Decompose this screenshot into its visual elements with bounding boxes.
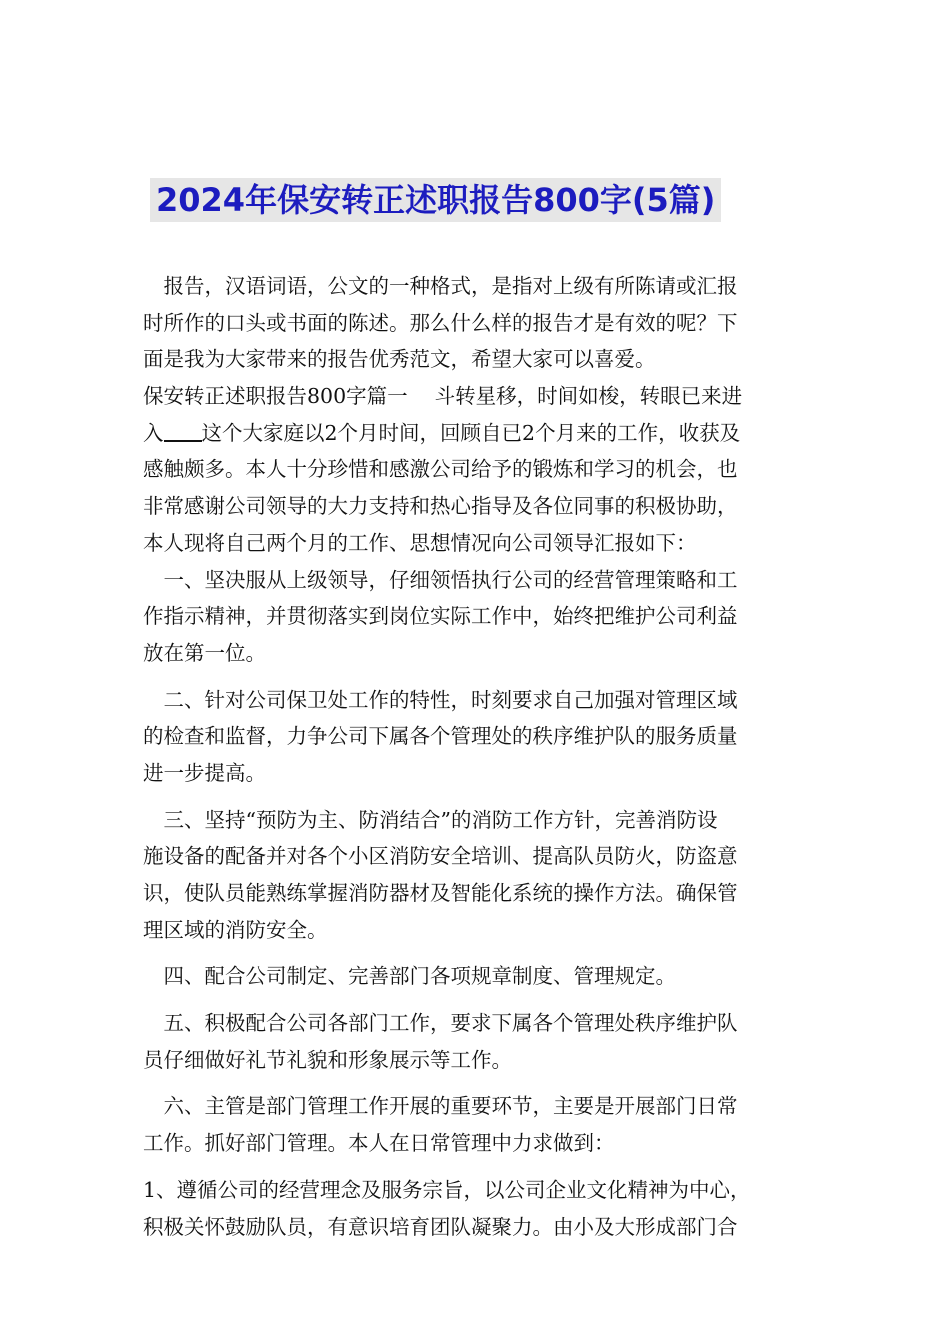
paragraph-line: 报告，汉语词语，公文的一种格式，是指对上级有所陈请或汇报 [143, 274, 738, 298]
paragraph-line: 四、配合公司制定、完善部门各项规章制度、管理规定。 [143, 964, 676, 989]
paragraph-line: 二、针对公司保卫处工作的特性，时刻要求自己加强对管理区域 [143, 687, 738, 712]
paragraph-line: 非常感谢公司领导的大力支持和热心指导及各位同事的积极协助， [143, 494, 738, 519]
paragraph-line: 面是我为大家带来的报告优秀范文，希望大家可以喜爱。 [143, 347, 656, 372]
paragraph-line: 一、坚决服从上级领导，仔细领悟执行公司的经营管理策略和工 [143, 567, 738, 592]
paragraph-line: 三、坚持“预防为主、防消结合”的消防工作方针，完善消防设 [143, 807, 718, 832]
paragraph-line: 本人现将自己两个月的工作、思想情况向公司领导汇报如下： [143, 530, 697, 555]
paragraph-line: 施设备的配备并对各个小区消防安全培训、提高队员防火，防盗意 [143, 844, 738, 869]
paragraph-line: 1、遵循公司的经营理念及服务宗旨，以公司企业文化精神为中心， [143, 1177, 751, 1202]
paragraph-line: 识，使队员能熟练掌握消防器材及智能化系统的操作方法。确保管 [143, 881, 738, 905]
document-title: 2024年保安转正述职报告800字(5篇) [150, 178, 721, 222]
paragraph-line: 放在第一位。 [143, 640, 266, 665]
line-rest-text: 这个大家庭以2个月时间，回顾自已2个月来的工作，收获及 [201, 420, 741, 445]
document-body [143, 268, 811, 1245]
paragraph-line: 员仔细做好礼节礼貌和形象展示等工作。 [143, 1047, 512, 1072]
paragraph-line: 感触颇多。本人十分珍惜和感激公司给予的锻炼和学习的机会，也 [143, 457, 738, 482]
paragraph-line [143, 415, 811, 452]
paragraph-line: 保安转正述职报告800字篇一 斗转星移，时间如梭，转眼已来进 [143, 384, 743, 409]
paragraph-line: 时所作的口头或书面的陈述。那么什么样的报告才是有效的呢？下 [143, 310, 738, 335]
paragraph-line: 工作。抓好部门管理。本人在日常管理中力求做到： [143, 1131, 615, 1156]
line-start-text: 入 [143, 420, 164, 445]
fill-in-blank [164, 439, 202, 442]
paragraph-line: 进一步提高。 [143, 760, 266, 785]
paragraph-line: 五、积极配合公司各部门工作，要求下属各个管理处秩序维护队 [143, 1011, 738, 1036]
paragraph-line: 积极关怀鼓励队员，有意识培育团队凝聚力。由小及大形成部门合 [143, 1214, 738, 1239]
paragraph-line: 的检查和监督，力争公司下属各个管理处的秩序维护队的服务质量 [143, 724, 738, 749]
paragraph-line: 理区域的消防安全。 [143, 917, 328, 942]
paragraph-line: 六、主管是部门管理工作开展的重要环节，主要是开展部门日常 [143, 1094, 738, 1119]
paragraph-line: 作指示精神，并贯彻落实到岗位实际工作中，始终把维护公司利益 [143, 604, 738, 629]
